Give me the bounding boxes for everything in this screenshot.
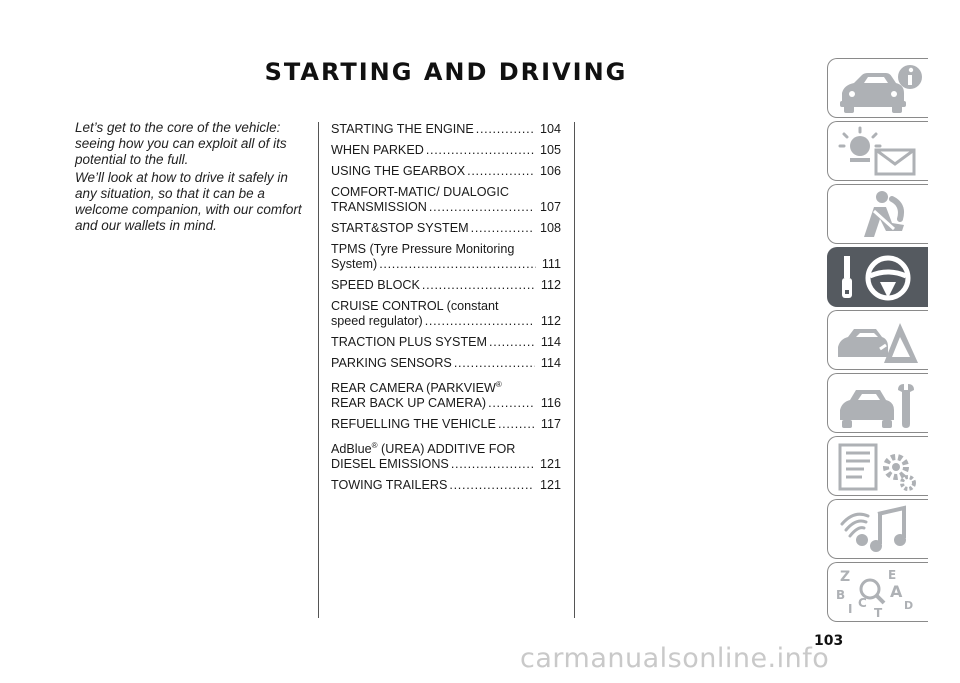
index-letter-t: T	[874, 606, 883, 619]
toc-page: 112	[540, 278, 561, 292]
car-info-icon	[834, 63, 924, 115]
toc-item-speed-block[interactable]: SPEED BLOCK . . . 112	[331, 278, 561, 293]
intro-paragraph-2: We’ll look at how to drive it safely in any situation, so that it can be a welcome companion, with our comfort and our wallets in mind.	[75, 170, 302, 233]
toc-page: 105	[539, 143, 561, 157]
index-letter-a: A	[890, 582, 903, 601]
toc-item-cruise-control[interactable]: CRUISE CONTROL (constant speed regulator) . . . 112	[331, 299, 561, 329]
intro-paragraph-1: Let’s get to the core of the vehicle: seeing how you can exploit all of its potential to the full.	[75, 120, 287, 167]
tab-dashboard[interactable]	[827, 121, 928, 181]
toc-item-refuelling[interactable]: REFUELLING THE VEHICLE . . . 117	[331, 417, 561, 432]
toc-item-tpms[interactable]: TPMS (Tyre Pressure Monitoring System) . . . 111	[331, 242, 561, 272]
toc-page: 108	[539, 221, 561, 235]
data-gear-icon	[834, 441, 924, 493]
toc-item-starting-engine[interactable]: STARTING THE ENGINE . . . 104	[331, 122, 561, 137]
toc-item-rear-camera[interactable]: REAR CAMERA (PARKVIEW® REAR BACK UP CAMERA) . . . 116	[331, 377, 561, 411]
toc-page: 121	[539, 457, 561, 472]
toc-item-adblue[interactable]: AdBlue® (UREA) ADDITIVE FOR DIESEL EMISSIONS . . . 121	[331, 438, 561, 472]
column-divider-left	[318, 122, 319, 618]
toc-page: 121	[539, 478, 561, 493]
index-letter-b: B	[836, 588, 846, 602]
watermark: carmanualsonline.info	[520, 643, 830, 674]
page-title: STARTING AND DRIVING	[264, 58, 628, 86]
toc-page: 107	[539, 200, 561, 214]
tab-technical-data[interactable]	[827, 436, 928, 496]
car-emergency-icon	[834, 315, 924, 367]
toc-item-when-parked[interactable]: WHEN PARKED . . . 105	[331, 143, 561, 158]
tab-knowing-vehicle[interactable]	[827, 58, 928, 118]
column-divider-right	[574, 122, 575, 618]
page-number: 103	[814, 633, 844, 649]
tab-maintenance[interactable]	[827, 373, 928, 433]
toc-item-start-stop[interactable]: START&STOP SYSTEM . . . 108	[331, 221, 561, 236]
toc-page: 106	[539, 164, 561, 178]
key-steering-wheel-icon	[834, 252, 924, 304]
alphabetical-index-icon	[834, 567, 924, 619]
toc-item-traction-plus[interactable]: TRACTION PLUS SYSTEM . . . 114	[331, 335, 561, 350]
index-letter-d: D	[904, 599, 914, 612]
airbag-seat-icon	[834, 189, 924, 241]
toc-page: 112	[540, 314, 561, 328]
index-letter-z: Z	[840, 569, 851, 585]
toc-item-parking-sensors[interactable]: PARKING SENSORS . . . 114	[331, 356, 561, 371]
registered-mark: ®	[495, 380, 502, 389]
toc-item-using-gearbox[interactable]: USING THE GEARBOX . . . 106	[331, 164, 561, 179]
tab-emergency[interactable]	[827, 310, 928, 370]
tab-starting-driving[interactable]	[827, 247, 928, 307]
intro-text	[75, 120, 310, 236]
tab-index[interactable]	[827, 562, 928, 622]
registered-mark: ®	[371, 441, 378, 451]
toc-page: 116	[540, 396, 561, 411]
toc-page: 114	[540, 356, 561, 370]
toc-item-transmission[interactable]: COMFORT-MATIC/ DUALOGIC TRANSMISSION . . . 107	[331, 185, 561, 215]
index-letter-e: E	[888, 568, 897, 582]
table-of-contents	[331, 122, 561, 499]
toc-page: 111	[541, 257, 561, 271]
index-letter-i: I	[848, 602, 853, 616]
multimedia-icon	[834, 504, 924, 556]
toc-page: 117	[540, 417, 561, 432]
toc-page: 114	[540, 335, 561, 349]
toc-page: 104	[539, 122, 561, 136]
toc-item-towing-trailers[interactable]: TOWING TRAILERS . . . 121	[331, 478, 561, 493]
car-wrench-icon	[834, 378, 924, 430]
tab-multimedia[interactable]	[827, 499, 928, 559]
index-letter-c: C	[858, 596, 867, 610]
warning-light-message-icon	[834, 126, 924, 178]
tab-safety[interactable]	[827, 184, 928, 244]
